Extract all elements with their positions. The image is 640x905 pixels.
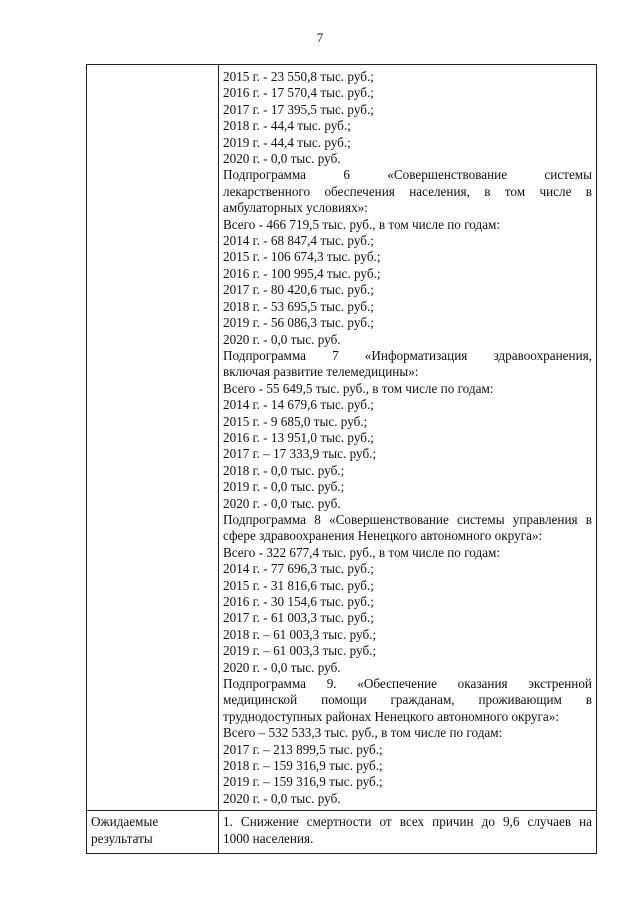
- year-line: 2016 г. - 30 154,6 тыс. руб.;: [223, 594, 374, 609]
- year-line: 2017 г. - 80 420,6 тыс. руб.;: [223, 282, 374, 298]
- year-line: 2016 г. - 100 995,4 тыс. руб.;: [223, 265, 381, 281]
- results-row: [87, 811, 597, 854]
- subprogram-title-line: Подпрограмма 9. «Обеспечение оказания экстренной: [223, 676, 592, 692]
- year-line: 2014 г. - 14 679,6 тыс. руб.;: [223, 397, 374, 413]
- year-line: 2016 г. - 13 951,0 тыс. руб.;: [223, 429, 374, 445]
- subprogram-title-line: Подпрограмма 6 «Совершенствование системы: [223, 167, 592, 183]
- funding-value-cell: [219, 65, 597, 811]
- year-line: 2015 г. - 106 674,3 тыс. руб.;: [223, 249, 381, 265]
- subprogram-total: Всего - 55 649,5 тыс. руб., в том числе по годам:: [223, 380, 494, 396]
- year-line: 2019 г. – 159 316,9 тыс. руб.;: [223, 774, 383, 790]
- year-line: 2020 г. - 0,0 тыс. руб.: [223, 331, 341, 347]
- results-label-line: Ожидаемые: [91, 814, 159, 830]
- subprogram-6: [223, 167, 592, 347]
- year-line: 2017 г. - 61 003,3 тыс. руб.;: [223, 610, 374, 626]
- subprogram-9: [223, 676, 592, 807]
- subprogram-7: [223, 348, 592, 512]
- year-line: 2015 г. - 23 550,8 тыс. руб.;: [223, 69, 374, 84]
- results-text-line: 1. Снижение смертности от всех причин до 9,6 случаев на: [223, 814, 592, 830]
- results-label-line: результаты: [91, 830, 153, 846]
- year-line: 2017 г. - 17 395,5 тыс. руб.;: [223, 101, 374, 117]
- year-line: 2020 г. - 0,0 тыс. руб.: [223, 495, 341, 511]
- year-line: 2018 г. - 53 695,5 тыс. руб.;: [223, 298, 374, 314]
- year-line: 2017 г. – 213 899,5 тыс. руб.;: [223, 741, 383, 757]
- funding-row: [87, 65, 597, 811]
- year-line: 2015 г. - 31 816,6 тыс. руб.;: [223, 577, 374, 593]
- year-line: 2019 г. – 61 003,3 тыс. руб.;: [223, 643, 377, 659]
- subprogram-title-line: включая развитие телемедицины»:: [223, 364, 419, 380]
- subprogram-title-line: сфере здравоохранения Ненецкого автономного округа»:: [223, 528, 543, 544]
- subprogram-title-line: Подпрограмма 7 «Информатизация здравоохранения,: [223, 347, 592, 363]
- subprogram-total: Всего – 532 533,3 тыс. руб., в том числе по годам:: [223, 725, 503, 741]
- year-line: 2015 г. - 9 685,0 тыс. руб.;: [223, 413, 368, 429]
- program-passport-table: [86, 64, 597, 854]
- year-line: 2018 г. – 61 003,3 тыс. руб.;: [223, 626, 377, 642]
- year-line: 2016 г. - 17 570,4 тыс. руб.;: [223, 85, 374, 101]
- subprogram-title-line: амбулаторных условиях»:: [223, 200, 368, 216]
- page-number: 7: [316, 30, 324, 45]
- results-value-cell: [219, 811, 597, 854]
- year-line: 2020 г. - 0,0 тыс. руб.: [223, 151, 341, 167]
- year-line: 2020 г. - 0,0 тыс. руб.: [223, 659, 341, 675]
- year-line: 2020 г. - 0,0 тыс. руб.: [223, 790, 341, 806]
- year-line: 2014 г. - 77 696,3 тыс. руб.;: [223, 561, 374, 577]
- funding-label-cell: [87, 65, 219, 811]
- subprogram-total: Всего - 322 677,4 тыс. руб., в том числе по годам:: [223, 544, 501, 560]
- subprogram-title-line: лекарственного обеспечения населения, в том числе в: [223, 183, 592, 199]
- subprogram-total: Всего - 466 719,5 тыс. руб., в том числе по годам:: [223, 216, 501, 232]
- year-line: 2019 г. - 0,0 тыс. руб.;: [223, 479, 345, 495]
- subprogram-title-line: медицинской помощи гражданам, проживающим в: [223, 692, 592, 708]
- subprogram-5-years: [223, 69, 592, 167]
- subprogram-title-line: Подпрограмма 8 «Совершенствование системы управления в: [223, 511, 592, 527]
- year-line: 2019 г. - 44,4 тыс. руб.;: [223, 134, 351, 150]
- year-line: 2018 г. - 44,4 тыс. руб.;: [223, 118, 351, 134]
- subprogram-title-line: труднодоступных районах Ненецкого автономного округа»:: [223, 708, 560, 724]
- year-line: 2018 г. – 159 316,9 тыс. руб.;: [223, 758, 383, 774]
- subprogram-8: [223, 512, 592, 676]
- results-text-line: 1000 населения.: [223, 830, 314, 846]
- year-line: 2017 г. – 17 333,9 тыс. руб.;: [223, 446, 377, 462]
- year-line: 2018 г. - 0,0 тыс. руб.;: [223, 462, 345, 478]
- year-line: 2014 г. - 68 847,4 тыс. руб.;: [223, 233, 374, 249]
- year-line: 2019 г. - 56 086,3 тыс. руб.;: [223, 315, 374, 331]
- results-label-cell: [87, 811, 219, 854]
